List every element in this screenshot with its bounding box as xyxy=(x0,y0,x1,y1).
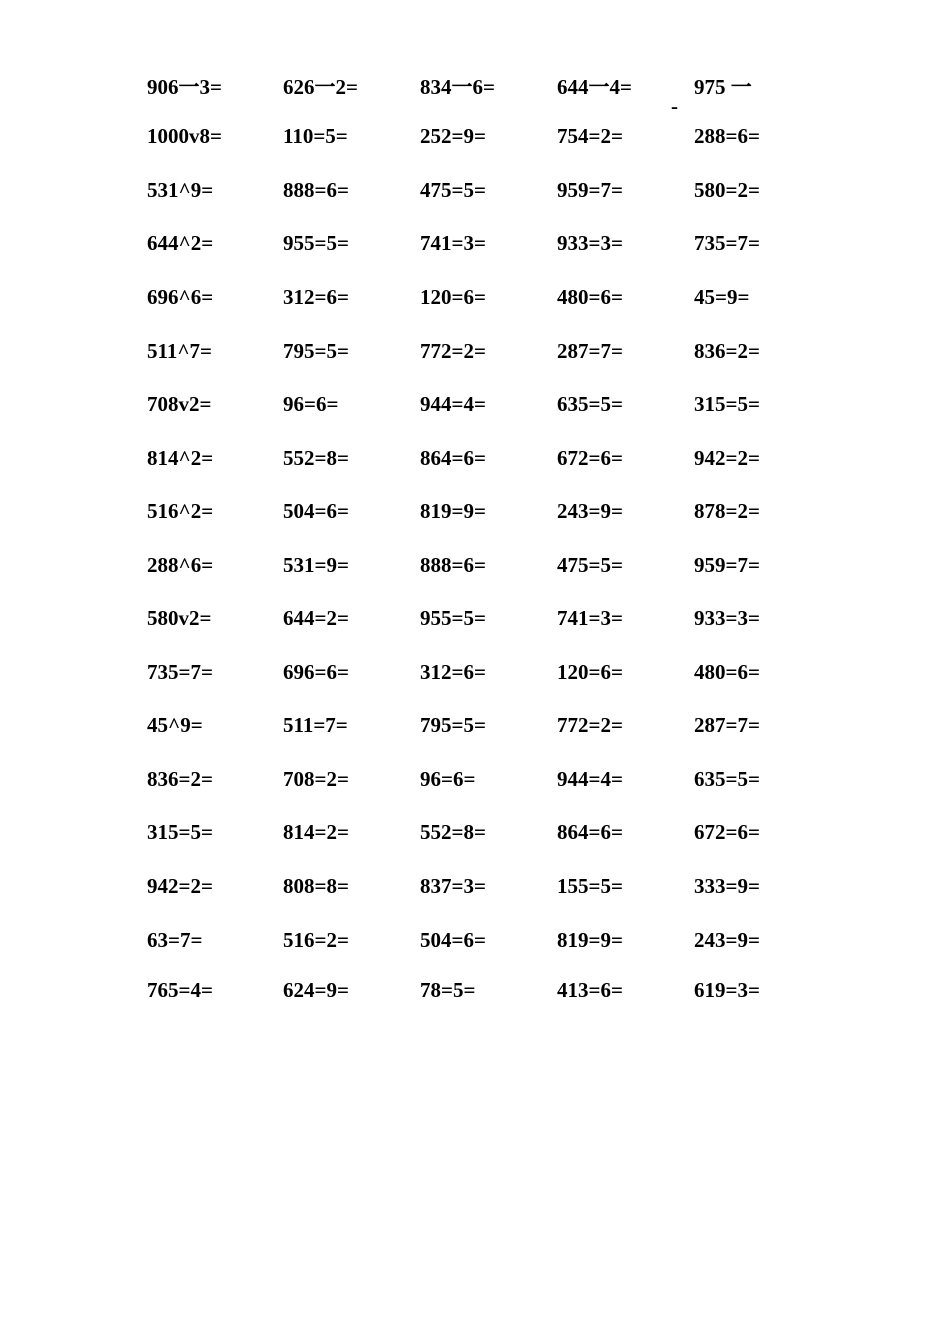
problem-row xyxy=(147,658,827,686)
problem-cell: 287=7= xyxy=(694,713,760,737)
problem-row xyxy=(147,711,827,739)
problem-cell: 795=5= xyxy=(420,713,486,737)
problem-cell: 580=2= xyxy=(694,178,760,202)
problem-row xyxy=(147,976,827,1004)
problem-cell: 864=6= xyxy=(557,820,623,844)
problem-cell: 942=2= xyxy=(694,446,760,470)
problem-row xyxy=(147,390,827,418)
problem-row xyxy=(147,122,827,150)
problem-cell: 511=7= xyxy=(283,713,348,737)
problem-cell: 312=6= xyxy=(420,660,486,684)
problem-cell: 644=2= xyxy=(283,606,349,630)
problem-cell: 413=6= xyxy=(557,978,623,1002)
stray-dash-mark: - xyxy=(671,94,678,118)
problem-cell: 959=7= xyxy=(694,553,760,577)
problem-cell: 888=6= xyxy=(283,178,349,202)
problem-cell: 516=2= xyxy=(283,928,349,952)
problem-cell: 333=9= xyxy=(694,874,760,898)
problem-cell: 243=9= xyxy=(557,499,623,523)
problem-cell: 120=6= xyxy=(557,660,623,684)
problem-cell: 1000v8= xyxy=(147,124,222,148)
problem-cell: 878=2= xyxy=(694,499,760,523)
problem-cell: 942=2= xyxy=(147,874,213,898)
problem-cell: 814=2= xyxy=(283,820,349,844)
problem-cell: 708v2= xyxy=(147,392,212,416)
problem-row xyxy=(147,872,827,900)
problem-row xyxy=(147,337,827,365)
problem-cell: 741=3= xyxy=(557,606,623,630)
problem-cell: 552=8= xyxy=(420,820,486,844)
problem-cell: 906一3= xyxy=(147,75,222,99)
problem-cell: 696=6= xyxy=(283,660,349,684)
problem-cell: 96=6= xyxy=(283,392,339,416)
problem-cell: 644^2= xyxy=(147,231,214,255)
problem-cell: 834一6= xyxy=(420,75,495,99)
problem-cell: 772=2= xyxy=(557,713,623,737)
problem-row xyxy=(147,765,827,793)
problem-cell: 63=7= xyxy=(147,928,203,952)
problem-cell: 504=6= xyxy=(420,928,486,952)
problem-cell: 110=5= xyxy=(283,124,348,148)
problem-cell: 888=6= xyxy=(420,553,486,577)
problem-cell: 836=2= xyxy=(694,339,760,363)
problem-cell: 836=2= xyxy=(147,767,213,791)
problem-cell: 765=4= xyxy=(147,978,213,1002)
problem-cell: 504=6= xyxy=(283,499,349,523)
problem-cell: 975 一 xyxy=(694,75,752,99)
problem-row xyxy=(147,551,827,579)
problem-cell: 475=5= xyxy=(420,178,486,202)
problem-cell: 626一2= xyxy=(283,75,358,99)
problem-cell: 287=7= xyxy=(557,339,623,363)
problem-cell: 944=4= xyxy=(557,767,623,791)
problem-cell: 635=5= xyxy=(557,392,623,416)
problem-cell: 635=5= xyxy=(694,767,760,791)
problem-cell: 480=6= xyxy=(557,285,623,309)
problem-cell: 552=8= xyxy=(283,446,349,470)
problem-cell: 516^2= xyxy=(147,499,214,523)
problem-cell: 312=6= xyxy=(283,285,349,309)
problem-cell: 672=6= xyxy=(694,820,760,844)
problem-cell: 45=9= xyxy=(694,285,750,309)
problem-cell: 480=6= xyxy=(694,660,760,684)
problem-cell: 644一4= xyxy=(557,75,632,99)
problem-row xyxy=(147,444,827,472)
problem-cell: 795=5= xyxy=(283,339,349,363)
problem-cell: 252=9= xyxy=(420,124,486,148)
problem-cell: 243=9= xyxy=(694,928,760,952)
problem-cell: 837=3= xyxy=(420,874,486,898)
problem-cell: 944=4= xyxy=(420,392,486,416)
problem-cell: 708=2= xyxy=(283,767,349,791)
problem-cell: 959=7= xyxy=(557,178,623,202)
problem-cell: 580v2= xyxy=(147,606,212,630)
problem-cell: 531=9= xyxy=(283,553,349,577)
problem-cell: 315=5= xyxy=(147,820,213,844)
problem-row xyxy=(147,604,827,632)
problem-row xyxy=(147,283,827,311)
problem-cell: 619=3= xyxy=(694,978,760,1002)
problem-cell: 475=5= xyxy=(557,553,623,577)
problem-cell: 735=7= xyxy=(147,660,213,684)
problem-cell: 288=6= xyxy=(694,124,760,148)
problem-cell: 808=8= xyxy=(283,874,349,898)
problem-cell: 78=5= xyxy=(420,978,476,1002)
problem-cell: 624=9= xyxy=(283,978,349,1002)
problem-cell: 531^9= xyxy=(147,178,214,202)
problem-row xyxy=(147,818,827,846)
problem-cell: 864=6= xyxy=(420,446,486,470)
problem-cell: 735=7= xyxy=(694,231,760,255)
problem-cell: 511^7= xyxy=(147,339,213,363)
problem-cell: 96=6= xyxy=(420,767,476,791)
problem-cell: 933=3= xyxy=(557,231,623,255)
problem-cell: 288^6= xyxy=(147,553,214,577)
problem-cell: 814^2= xyxy=(147,446,214,470)
problem-cell: 741=3= xyxy=(420,231,486,255)
problem-row xyxy=(147,497,827,525)
problem-cell: 819=9= xyxy=(557,928,623,952)
problem-row xyxy=(147,176,827,204)
problem-row xyxy=(147,926,827,954)
problem-cell: 45^9= xyxy=(147,713,203,737)
problem-cell: 315=5= xyxy=(694,392,760,416)
problem-cell: 754=2= xyxy=(557,124,623,148)
problem-cell: 672=6= xyxy=(557,446,623,470)
problem-cell: 155=5= xyxy=(557,874,623,898)
problem-cell: 120=6= xyxy=(420,285,486,309)
problem-cell: 696^6= xyxy=(147,285,214,309)
problem-row xyxy=(147,229,827,257)
problem-cell: 955=5= xyxy=(283,231,349,255)
problem-cell: 933=3= xyxy=(694,606,760,630)
problem-row xyxy=(147,73,827,101)
problem-cell: 955=5= xyxy=(420,606,486,630)
problem-cell: 819=9= xyxy=(420,499,486,523)
problem-cell: 772=2= xyxy=(420,339,486,363)
